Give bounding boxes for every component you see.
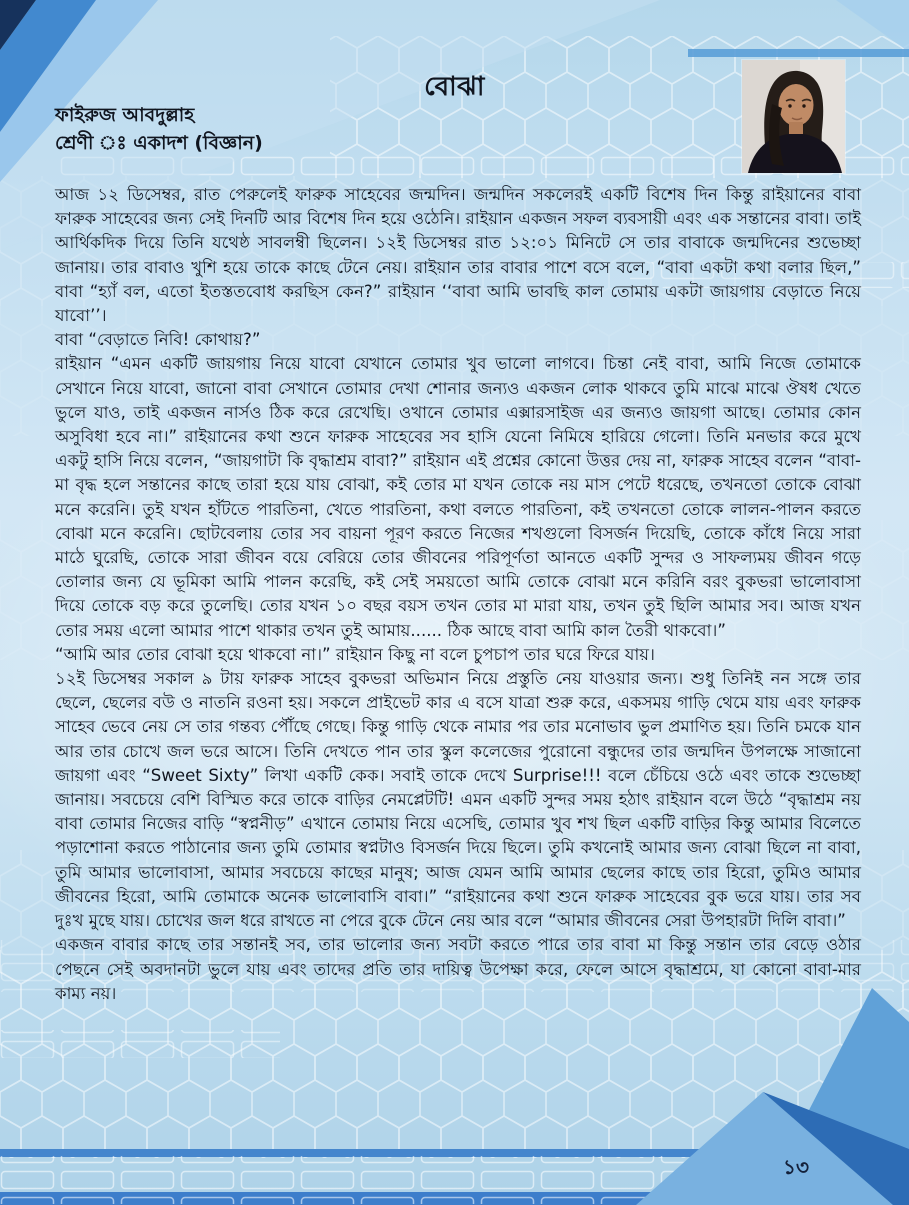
author-photo	[742, 60, 845, 173]
page-number: ১৩	[783, 1155, 809, 1179]
byline	[55, 101, 263, 157]
story-paragraph: ১২ই ডিসেম্বর সকাল ৯ টায় ফারুক সাহেব বুকভরা অভিমান নিয়ে প্রস্তুতি নেয় যাওয়ার জন্য। শুধু তিনিই নন সঙ্গে তার ছেলে, ছেলের বউ ও নাতনি রওনা হয়। সকলে প্রাইভেট কার এ বসে যাত্রা শুরু করে, একসময় গাড়ি থেমে যায় এবং ফারুক সাহেব ভেবে নেয় সে তার গন্তব্য পৌঁছে গেছে। কিন্তু গাড়ি থেকে নামার পর তার মনোভাব ভুল প্রমাণিত হয়। তিনি চমকে যান আর তার চোখে জল ভরে আসে। তিনি দেখতে পান তার স্কুল কলেজের পুরোনো বন্ধুদের তার জন্মদিন উপলক্ষে সাজানো জায়গা এবং “Sweet Sixty” লিখা একটি কেক। সবাই তাকে দেখে Surprise!!! বলে চেঁচিয়ে ওঠে এবং তাকে শুভেচ্ছা জানায়। সবচেয়ে বেশি বিস্মিত করে তাকে বাড়ির নেমপ্লেটটি! এমন একটি সুন্দর সময় হঠাৎ রাইয়ান বলে উঠে “বৃদ্ধাশ্রম নয় বাবা তোমার নিজের বাড়ি “স্বপ্ননীড়” এখানে তোমায় নিয়ে এসেছি, তোমার খুব শখ ছিল একটি বাড়ির কিন্তু আমার বিলেতে পড়াশোনা করতে পাঠানোর জন্য তুমি তোমার স্বপ্নটাও বিসর্জন দিয়ে ছিলে। তুমি কখনোই আমার জন্য বোঝা ছিলে না বাবা, তুমি আমার ভালোবাসা, আমার সবচেয়ে কাছের মানুষ; আজ যেমন আমি আমার ছেলের কাছে তার হিরো, তুমিও আমার জীবনের হিরো, আমি তোমাকে অনেক ভালোবাসি বাবা।” “রাইয়ানের কথা শুনে ফারুক সাহেবের বুক ভরে যায়। তার সব দুঃখ মুছে যায়। চোখের জল ধরে রাখতে না পেরে বুকে টেনে নেয় আর বলে “আমার জীবনের সেরা উপহারটা দিলি বাবা।”	[55, 669, 861, 931]
story-paragraph: “আমি আর তোর বোঝা হয়ে থাকবো না।” রাইয়ান কিছু না বলে চুপচাপ তার ঘরে ফিরে যায়।	[55, 644, 655, 664]
story-paragraph: একজন বাবার কাছে তার সন্তানই সব, তার ভালোর জন্য সবটা করতে পারে তার বাবা মা কিন্তু সন্তান তার বেড়ে ওঠার পেছনে সেই অবদানটা ভুলে যায় এবং তাদের প্রতি তার দায়িত্ব উপেক্ষা করে, ফেলে আসে বৃদ্ধাশ্রমে, যা কোনো বাবা-মার কাম্য নয়।	[55, 935, 861, 1003]
author-class: শ্রেণী ঃ একাদশ (বিজ্ঞান)	[55, 132, 263, 154]
author-name: ফাইরুজ আবদুল্লাহ	[55, 104, 195, 126]
bottom-rectangle-rows	[0, 1156, 730, 1204]
story-paragraph: আজ ১২ ডিসেম্বর, রাত পেরুলেই ফারুক সাহেবের জন্মদিন। জন্মদিন সকলেরই একটি বিশেষ দিন কিন্তু রাইয়ানের বাবা ফারুক সাহেবের জন্য সেই দিনটি আর বিশেষ দিন হয়ে ওঠেনি। রাইয়ান একজন সফল ব্যবসায়ী এবং এক সন্তানের বাবা। তাই আর্থিকদিক দিয়ে তিনি যথেষ্ঠ সাবলম্বী ছিলেন। ১২ই ডিসেম্বর রাত ১২:০১ মিনিটে সে তার বাবাকে জন্মদিনের শুভেচ্ছা জানায়। তার বাবাও খুশি হয়ে তাকে কাছে টেনে নেয়। রাইয়ান তার বাবার পাশে বসে বলে, “বাবা একটা কথা বলার ছিল,” বাবা “হ্যাঁ বল, এতো ইতস্ততবোধ করছিস কেন?” রাইয়ান ‘‘বাবা আমি ভাবছি কাল তোমায় একটা জায়গায় বেড়াতে নিয়ে যাবো’’।	[55, 185, 861, 326]
story-paragraph: রাইয়ান “এমন একটি জায়গায় নিয়ে যাবো যেখানে তোমার খুব ভালো লাগবে। চিন্তা নেই বাবা, আমি নিজে তোমাকে সেখানে নিয়ে যাবো, জানো বাবা সেখানে তোমার দেখা শোনার জন্যও একজন লোক থাকবে তুমি মাঝে মাঝে ঔষধ খেতে ভুলে যাও, তাই একজন নার্সও ঠিক করে রেখেছি। ওখানে তোমার এক্সারসাইজ এর জন্যও জায়গা আছে। তোমার কোন অসুবিধা হবে না।” রাইয়ানের কথা শুনে ফারুক সাহেবের সব হাসি যেনো নিমিষে হারিয়ে গেলো। তিনি মনভার করে মুখে একটু হাসি নিয়ে বলেন, “জায়গাটা কি বৃদ্ধাশ্রম বাবা?” রাইয়ান এই প্রশ্নের কোনো উত্তর দেয় না, ফারুক সাহেব বলেন “বাবা-মা বৃদ্ধ হলে সন্তানের কাছে তারা হয়ে যায় বোঝা, কই তোর মা যখন তোকে নয় মাস পেটে ধরেছে, তখনতো তোকে বোঝা মনে করেনি। তুই যখন হাঁটতে পারতিনা, খেতে পারতিনা, কথা বলতে পারতিনা, কই তখনতো তোকে লালন-পালন করতে বোঝা মনে করেনি। ছোটবেলায় তোর সব বায়না পূরণ করতে নিজের শখগুলো বিসর্জন দিয়েছি, তোকে কাঁধে নিয়ে সারা মাঠে ঘুরেছি, তোকে সারা জীবন বয়ে বেরিয়ে তোর জীবনের পরিপূর্ণতা আনতে একটি সুন্দর ও সাফল্যময় জীবন গড়ে তোলার জন্য যে ভূমিকা আমি পালন করেছি, কই সেই সময়তো আমি তোকে বোঝা মনে করিনি বরং বুকভরা ভালোবাসা দিয়ে তোকে বড় করে তুলেছি। তোর যখন ১০ বছর বয়স তখন তোর মা মারা যায়, তখন তুই ছিলি আমার সব। আজ যখন তোর সময় এলো আমার পাশে থাকার তখন তুই আমায়...... ঠিক আছে বাবা আমি কাল তৈরী থাকবো।”	[55, 354, 861, 640]
portrait-photo-icon	[742, 60, 845, 173]
page-title: বোঝা	[424, 72, 485, 102]
story-paragraph: বাবা “বেড়াতে নিবি! কোথায়?”	[55, 330, 261, 350]
story-body	[55, 183, 861, 1006]
